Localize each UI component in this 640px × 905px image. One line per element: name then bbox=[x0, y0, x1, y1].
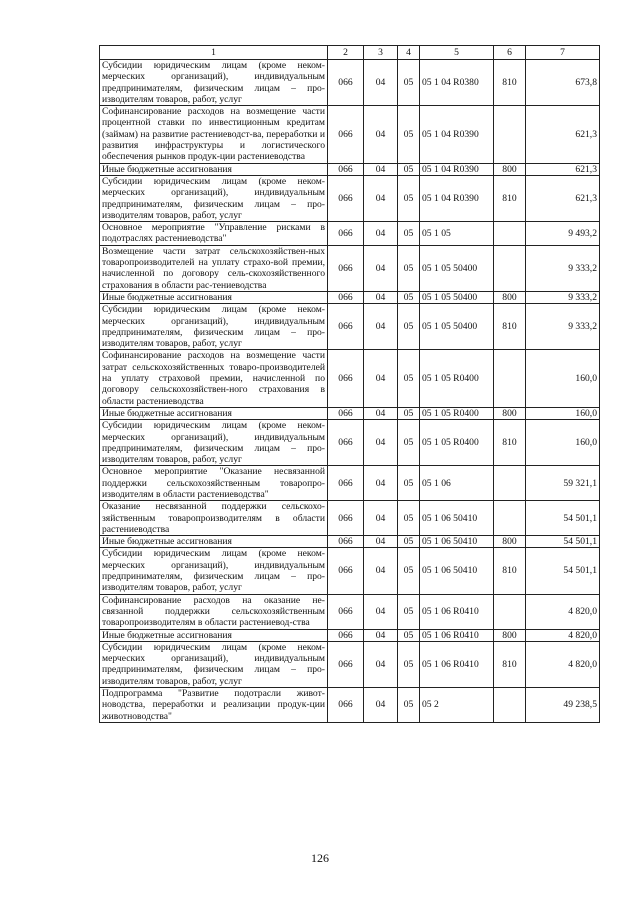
table-row bbox=[100, 222, 600, 246]
table-row bbox=[100, 407, 600, 419]
row-subsection-cell: 05 bbox=[398, 501, 420, 536]
row-amount-cell: 9 333,2 bbox=[526, 245, 600, 291]
row-amount-cell: 621,3 bbox=[526, 106, 600, 163]
header-col-7: 7 bbox=[526, 46, 600, 60]
page-number: 126 bbox=[311, 851, 329, 865]
row-ministry-code-cell: 066 bbox=[328, 175, 364, 221]
row-amount-cell: 49 238,5 bbox=[526, 688, 600, 723]
row-section-cell: 04 bbox=[364, 407, 398, 419]
row-subsection-cell: 05 bbox=[398, 548, 420, 594]
table-row bbox=[100, 629, 600, 641]
table-row bbox=[100, 536, 600, 548]
row-name-cell: Субсидии юридическим лицам (кроме неком-мерческих организаций), индивидуальным предпринимателям, физическим лицам – про-изводителям товаров, работ, услуг bbox=[100, 548, 328, 594]
row-name-cell: Иные бюджетные ассигнования bbox=[100, 291, 328, 303]
row-ministry-code-cell: 066 bbox=[328, 245, 364, 291]
table-row bbox=[100, 420, 600, 466]
row-target-article-cell: 05 1 05 bbox=[420, 222, 494, 246]
row-section-cell: 04 bbox=[364, 688, 398, 723]
row-name-cell: Основное мероприятие "Управление рисками в подотраслях растениеводства" bbox=[100, 222, 328, 246]
row-expense-type-cell: 800 bbox=[494, 629, 526, 641]
table-row bbox=[100, 688, 600, 723]
row-ministry-code-cell: 066 bbox=[328, 420, 364, 466]
row-target-article-cell: 05 1 05 50400 bbox=[420, 291, 494, 303]
row-section-cell: 04 bbox=[364, 60, 398, 106]
row-target-article-cell: 05 1 06 bbox=[420, 466, 494, 501]
row-amount-cell: 9 333,2 bbox=[526, 291, 600, 303]
row-ministry-code-cell: 066 bbox=[328, 629, 364, 641]
row-name-cell: Возмещение части затрат сельскохозяйствен-ных товаропроизводителей на уплату страхо-вой премии, начисленной по договору сель-скохозяйственного страхования в области рас-тениеводства bbox=[100, 245, 328, 291]
row-subsection-cell: 05 bbox=[398, 163, 420, 175]
row-subsection-cell: 05 bbox=[398, 60, 420, 106]
header-col-2: 2 bbox=[328, 46, 364, 60]
row-expense-type-cell: 810 bbox=[494, 420, 526, 466]
table-row bbox=[100, 245, 600, 291]
row-section-cell: 04 bbox=[364, 291, 398, 303]
table-row bbox=[100, 106, 600, 163]
row-subsection-cell: 05 bbox=[398, 291, 420, 303]
row-name-cell: Субсидии юридическим лицам (кроме неком-мерческих организаций), индивидуальным предпринимателям, физическим лицам – про-изводителям товаров, работ, услуг bbox=[100, 175, 328, 221]
row-expense-type-cell bbox=[494, 501, 526, 536]
row-ministry-code-cell: 066 bbox=[328, 688, 364, 723]
row-name-cell: Субсидии юридическим лицам (кроме неком-мерческих организаций), индивидуальным предпринимателям, физическим лицам – про-изводителям товаров, работ, услуг bbox=[100, 641, 328, 687]
row-ministry-code-cell: 066 bbox=[328, 60, 364, 106]
row-section-cell: 04 bbox=[364, 350, 398, 407]
row-name-cell: Софинансирование расходов на оказание не-связанной поддержки сельскохозяйственным товаропроизводителям в области растениевод-ства bbox=[100, 594, 328, 629]
row-name-cell: Субсидии юридическим лицам (кроме неком-мерческих организаций), индивидуальным предпринимателям, физическим лицам – про-изводителям товаров, работ, услуг bbox=[100, 60, 328, 106]
header-col-3: 3 bbox=[364, 46, 398, 60]
row-expense-type-cell bbox=[494, 245, 526, 291]
row-subsection-cell: 05 bbox=[398, 175, 420, 221]
row-subsection-cell: 05 bbox=[398, 629, 420, 641]
row-target-article-cell: 05 1 06 R0410 bbox=[420, 594, 494, 629]
row-name-cell: Иные бюджетные ассигнования bbox=[100, 536, 328, 548]
row-expense-type-cell: 800 bbox=[494, 163, 526, 175]
row-amount-cell: 54 501,1 bbox=[526, 501, 600, 536]
table-row bbox=[100, 60, 600, 106]
row-target-article-cell: 05 1 06 50410 bbox=[420, 501, 494, 536]
row-amount-cell: 160,0 bbox=[526, 420, 600, 466]
row-amount-cell: 54 501,1 bbox=[526, 548, 600, 594]
header-col-6: 6 bbox=[494, 46, 526, 60]
row-ministry-code-cell: 066 bbox=[328, 291, 364, 303]
table-row bbox=[100, 304, 600, 350]
row-amount-cell: 4 820,0 bbox=[526, 594, 600, 629]
row-expense-type-cell: 810 bbox=[494, 304, 526, 350]
row-ministry-code-cell: 066 bbox=[328, 106, 364, 163]
header-col-4: 4 bbox=[398, 46, 420, 60]
row-amount-cell: 9 333,2 bbox=[526, 304, 600, 350]
row-target-article-cell: 05 1 06 R0410 bbox=[420, 629, 494, 641]
row-name-cell: Оказание несвязанной поддержки сельскохо-зяйственным товаропроизводителям в области растениеводства bbox=[100, 501, 328, 536]
row-section-cell: 04 bbox=[364, 304, 398, 350]
row-ministry-code-cell: 066 bbox=[328, 641, 364, 687]
table-header-row bbox=[100, 46, 600, 60]
row-section-cell: 04 bbox=[364, 420, 398, 466]
row-target-article-cell: 05 1 04 R0390 bbox=[420, 175, 494, 221]
row-section-cell: 04 bbox=[364, 641, 398, 687]
row-subsection-cell: 05 bbox=[398, 350, 420, 407]
row-section-cell: 04 bbox=[364, 594, 398, 629]
row-subsection-cell: 05 bbox=[398, 245, 420, 291]
row-section-cell: 04 bbox=[364, 245, 398, 291]
row-name-cell: Основное мероприятие "Оказание несвязанной поддержки сельскохозяйственным товаропро-изводителям в области растениеводства" bbox=[100, 466, 328, 501]
row-expense-type-cell: 810 bbox=[494, 641, 526, 687]
row-subsection-cell: 05 bbox=[398, 407, 420, 419]
row-target-article-cell: 05 1 05 R0400 bbox=[420, 350, 494, 407]
row-expense-type-cell: 810 bbox=[494, 175, 526, 221]
row-subsection-cell: 05 bbox=[398, 536, 420, 548]
row-amount-cell: 4 820,0 bbox=[526, 641, 600, 687]
table-row bbox=[100, 175, 600, 221]
row-section-cell: 04 bbox=[364, 175, 398, 221]
row-expense-type-cell bbox=[494, 466, 526, 501]
header-col-5: 5 bbox=[420, 46, 494, 60]
row-section-cell: 04 bbox=[364, 548, 398, 594]
row-expense-type-cell bbox=[494, 106, 526, 163]
row-ministry-code-cell: 066 bbox=[328, 163, 364, 175]
table-row bbox=[100, 291, 600, 303]
row-amount-cell: 621,3 bbox=[526, 175, 600, 221]
row-name-cell: Софинансирование расходов на возмещение части затрат сельскохозяйственных товаро-производителей на уплату страховой премии, начисленной по договору сельскохозяйствен-ного страхования в области растениеводства bbox=[100, 350, 328, 407]
row-expense-type-cell: 810 bbox=[494, 60, 526, 106]
row-subsection-cell: 05 bbox=[398, 420, 420, 466]
row-ministry-code-cell: 066 bbox=[328, 350, 364, 407]
row-target-article-cell: 05 1 04 R0390 bbox=[420, 106, 494, 163]
row-expense-type-cell: 810 bbox=[494, 548, 526, 594]
row-amount-cell: 9 493,2 bbox=[526, 222, 600, 246]
row-target-article-cell: 05 1 06 R0410 bbox=[420, 641, 494, 687]
row-name-cell: Подпрограмма "Развитие подотрасли живот-новодства, переработки и реализации продук-ции животноводства" bbox=[100, 688, 328, 723]
row-amount-cell: 160,0 bbox=[526, 407, 600, 419]
row-subsection-cell: 05 bbox=[398, 466, 420, 501]
table-row bbox=[100, 163, 600, 175]
row-section-cell: 04 bbox=[364, 629, 398, 641]
row-ministry-code-cell: 066 bbox=[328, 594, 364, 629]
row-amount-cell: 160,0 bbox=[526, 350, 600, 407]
row-amount-cell: 621,3 bbox=[526, 163, 600, 175]
table-row bbox=[100, 594, 600, 629]
header-col-1: 1 bbox=[100, 46, 328, 60]
row-ministry-code-cell: 066 bbox=[328, 407, 364, 419]
table-row bbox=[100, 641, 600, 687]
row-expense-type-cell bbox=[494, 350, 526, 407]
row-subsection-cell: 05 bbox=[398, 594, 420, 629]
row-section-cell: 04 bbox=[364, 163, 398, 175]
row-target-article-cell: 05 1 06 50410 bbox=[420, 536, 494, 548]
row-ministry-code-cell: 066 bbox=[328, 304, 364, 350]
row-expense-type-cell bbox=[494, 688, 526, 723]
row-subsection-cell: 05 bbox=[398, 304, 420, 350]
row-target-article-cell: 05 2 bbox=[420, 688, 494, 723]
row-expense-type-cell: 800 bbox=[494, 291, 526, 303]
row-target-article-cell: 05 1 04 R0390 bbox=[420, 163, 494, 175]
table-row bbox=[100, 548, 600, 594]
budget-table bbox=[99, 45, 600, 723]
row-name-cell: Иные бюджетные ассигнования bbox=[100, 163, 328, 175]
row-expense-type-cell bbox=[494, 594, 526, 629]
row-target-article-cell: 05 1 05 R0400 bbox=[420, 407, 494, 419]
row-target-article-cell: 05 1 05 R0400 bbox=[420, 420, 494, 466]
row-expense-type-cell: 800 bbox=[494, 407, 526, 419]
row-ministry-code-cell: 066 bbox=[328, 501, 364, 536]
row-subsection-cell: 05 bbox=[398, 688, 420, 723]
row-name-cell: Иные бюджетные ассигнования bbox=[100, 407, 328, 419]
row-amount-cell: 59 321,1 bbox=[526, 466, 600, 501]
row-ministry-code-cell: 066 bbox=[328, 536, 364, 548]
row-target-article-cell: 05 1 04 R0380 bbox=[420, 60, 494, 106]
table-row bbox=[100, 350, 600, 407]
row-amount-cell: 673,8 bbox=[526, 60, 600, 106]
row-subsection-cell: 05 bbox=[398, 106, 420, 163]
row-amount-cell: 4 820,0 bbox=[526, 629, 600, 641]
row-target-article-cell: 05 1 06 50410 bbox=[420, 548, 494, 594]
row-target-article-cell: 05 1 05 50400 bbox=[420, 304, 494, 350]
row-name-cell: Субсидии юридическим лицам (кроме неком-мерческих организаций), индивидуальным предпринимателям, физическим лицам – про-изводителям товаров, работ, услуг bbox=[100, 304, 328, 350]
row-expense-type-cell: 800 bbox=[494, 536, 526, 548]
table-row bbox=[100, 466, 600, 501]
row-section-cell: 04 bbox=[364, 106, 398, 163]
row-name-cell: Софинансирование расходов на возмещение части процентной ставки по инвестиционным кредитам (займам) на развитие растениеводст-ва, переработки и развития инфраструктуры и логистического обеспечения рынков продук-ции растениеводства bbox=[100, 106, 328, 163]
row-name-cell: Субсидии юридическим лицам (кроме неком-мерческих организаций), индивидуальным предпринимателям, физическим лицам – про-изводителям товаров, работ, услуг bbox=[100, 420, 328, 466]
row-section-cell: 04 bbox=[364, 536, 398, 548]
table-body bbox=[100, 60, 600, 723]
row-ministry-code-cell: 066 bbox=[328, 466, 364, 501]
row-section-cell: 04 bbox=[364, 222, 398, 246]
row-expense-type-cell bbox=[494, 222, 526, 246]
row-name-cell: Иные бюджетные ассигнования bbox=[100, 629, 328, 641]
row-section-cell: 04 bbox=[364, 466, 398, 501]
row-amount-cell: 54 501,1 bbox=[526, 536, 600, 548]
row-section-cell: 04 bbox=[364, 501, 398, 536]
row-subsection-cell: 05 bbox=[398, 641, 420, 687]
table-row bbox=[100, 501, 600, 536]
row-ministry-code-cell: 066 bbox=[328, 548, 364, 594]
row-ministry-code-cell: 066 bbox=[328, 222, 364, 246]
row-target-article-cell: 05 1 05 50400 bbox=[420, 245, 494, 291]
row-subsection-cell: 05 bbox=[398, 222, 420, 246]
